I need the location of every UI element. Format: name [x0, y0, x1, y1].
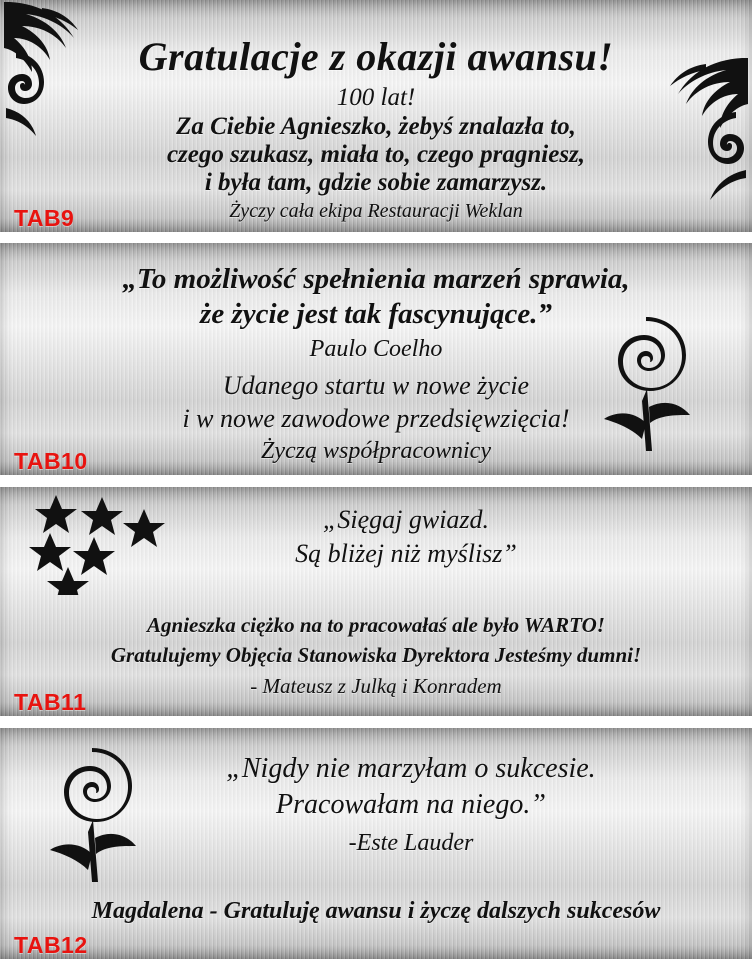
plaque-quote-author: Paulo Coelho [309, 336, 443, 362]
tab-label-tab9[interactable]: TAB9 [14, 205, 75, 231]
tab-label-tab11[interactable]: TAB11 [14, 689, 87, 715]
plaque-quote-line: że życie jest tak fascynujące.” [200, 298, 552, 330]
plaque-line: i była tam, gdzie sobie zamarzysz. [204, 169, 548, 196]
plaque-line: Udanego startu w nowe życie [222, 371, 530, 400]
plaque-tab12[interactable] [0, 728, 752, 959]
plaque-signature: Życzą współpracownicy [261, 438, 491, 464]
plaque-line: Za Ciebie Agnieszko, żebyś znalazła to, [176, 113, 576, 140]
plaque-quote-line: „To możliwość spełnienia marzeń sprawia, [122, 263, 630, 295]
plaque-signature: Magdalena - Gratuluję awansu i życzę dalszych sukcesów [91, 898, 661, 924]
plaque-line: i w nowe zawodowe przedsięwzięcia! [182, 404, 570, 433]
plaque-tab9[interactable] [0, 0, 752, 232]
tab-label-tab12[interactable]: TAB12 [14, 932, 88, 958]
plaque-signature: Życzy cała ekipa Restauracji Weklan [229, 200, 523, 222]
plaque-line: Gratulujemy Objęcia Stanowiska Dyrektora Jesteśmy dumni! [110, 643, 642, 667]
plaque-quote-line: Są bliżej niż myślisz” [295, 539, 517, 568]
plaque-line: Agnieszka ciężko na to pracowałaś ale było WARTO! [147, 613, 605, 637]
plaque-subtitle: 100 lat! [336, 84, 416, 111]
plaque-quote-line: Pracowałam na niego.” [276, 789, 546, 820]
plaque-signature: - Mateusz z Julką i Konradem [250, 674, 502, 698]
plaque-quote-line: „Sięgaj gwiazd. [322, 505, 490, 534]
plaque-title: Gratulacje z okazji awansu! [138, 34, 614, 79]
tab-label-tab10[interactable]: TAB10 [14, 448, 88, 474]
plaque-quote-author: -Este Lauder [348, 830, 474, 856]
plaque-line: czego szukasz, miała to, czego pragniesz, [166, 141, 586, 168]
plaque-tab10[interactable] [0, 243, 752, 475]
plaque-quote-line: „Nigdy nie marzyłam o sukcesie. [226, 753, 596, 784]
plaque-tab11[interactable] [0, 487, 752, 716]
